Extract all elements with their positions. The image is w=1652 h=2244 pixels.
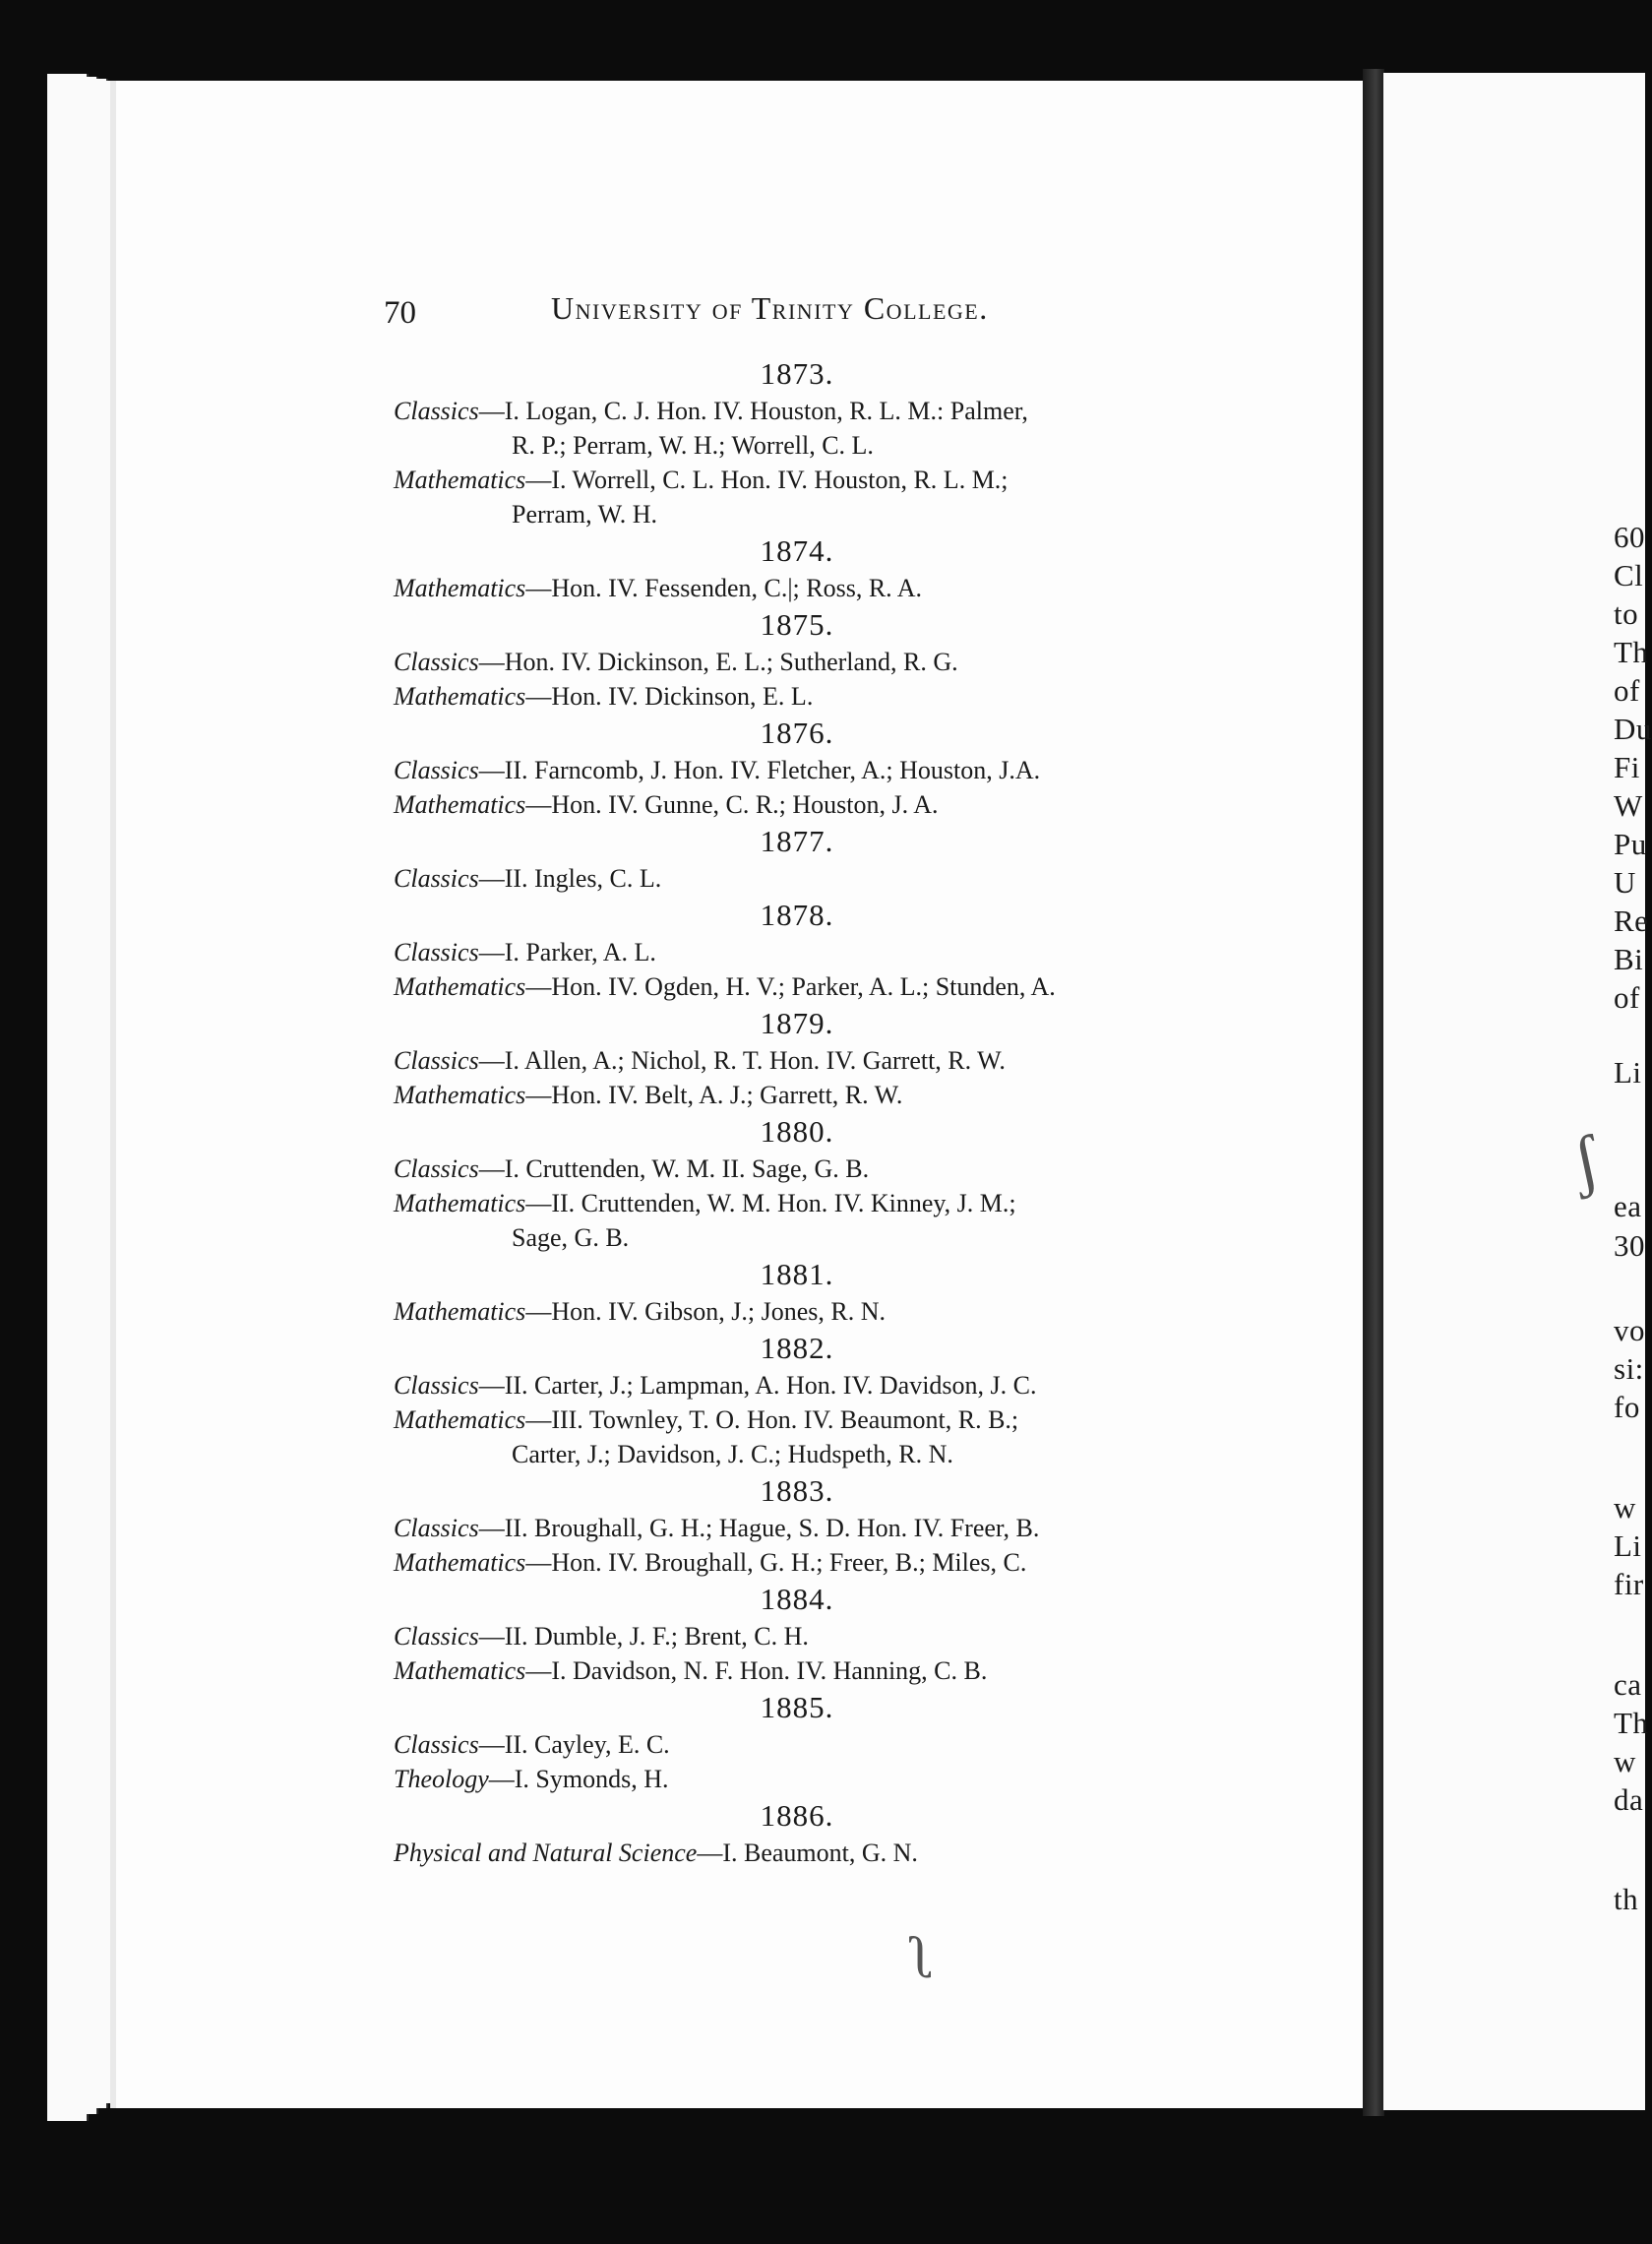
honours-entry [394,935,1200,969]
entry-text: —Hon. IV. Dickinson, E. L.; Sutherland, R. G. [478,648,958,676]
subject-label: Classics [394,756,479,784]
entry-text: —II. Cruttenden, W. M. Hon. IV. Kinney, J. M.; [525,1189,1016,1217]
honours-entry [394,1836,1200,1870]
subject-label: Theology [394,1765,489,1793]
entry-text: —I. Davidson, N. F. Hon. IV. Hanning, C. B. [525,1656,988,1685]
right-page-fragment: Bi [1614,942,1644,976]
honours-entry [394,1653,1200,1688]
pencil-mark: ʃ [1566,1121,1605,1201]
right-page-fragment: si: [1614,1351,1644,1386]
year-heading: 1885. [760,1690,834,1724]
entry-text: —Hon. IV. Broughall, G. H.; Freer, B.; Miles, C. [525,1548,1027,1577]
right-page-fragment: 30 [1614,1228,1645,1263]
subject-label: Physical and Natural Science [394,1839,698,1867]
entry-text: —Hon. IV. Fessenden, C.|; Ross, R. A. [525,574,923,602]
right-page [1383,73,1645,2110]
entry-text: —I. Cruttenden, W. M. II. Sage, G. B. [478,1154,870,1183]
subject-label: Mathematics [394,466,526,494]
right-page-fragment: to [1614,596,1639,631]
subject-label: Classics [394,1514,479,1542]
honours-entry [394,753,1200,787]
right-page-fragment: w [1614,1490,1636,1525]
honours-entry [394,645,1200,679]
honours-entry [394,1186,1200,1255]
honours-entry [394,1294,1200,1329]
subject-label: Classics [394,648,479,676]
entry-text: —II. Farncomb, J. Hon. IV. Fletcher, A.; Houston, J.A. [478,756,1041,784]
subject-label: Mathematics [394,574,526,602]
right-page-fragment: 60 [1614,520,1645,554]
entry-text: —II. Cayley, E. C. [478,1730,670,1759]
honours-entry [394,1545,1200,1580]
subject-label: Classics [394,864,479,893]
right-page-fragment: Re [1614,904,1649,938]
right-page-fragment: Pu [1614,827,1647,861]
right-page-fragment: of [1614,980,1640,1015]
subject-label: Mathematics [394,972,526,1001]
year-heading: 1881. [760,1257,834,1291]
honours-entry [394,861,1200,896]
entry-continuation: Sage, G. B. [512,1223,630,1252]
year-heading: 1874. [760,533,834,568]
subject-label: Mathematics [394,790,526,819]
honours-entry [394,1727,1200,1762]
honours-entry [394,1152,1200,1186]
right-page-fragment: Du [1614,712,1652,746]
year-heading: 1882. [760,1331,834,1365]
right-page-fragment: fir [1614,1567,1644,1601]
subject-label: Classics [394,1730,479,1759]
honours-entry [394,969,1200,1004]
entry-continuation: Carter, J.; Davidson, J. C.; Hudspeth, R. N. [512,1440,953,1468]
year-heading: 1875. [760,607,834,642]
entry-continuation: R. P.; Perram, W. H.; Worrell, C. L. [512,431,874,460]
year-heading: 1878. [760,898,834,932]
entry-text: —I. Allen, A.; Nichol, R. T. Hon. IV. Garrett, R. W. [478,1046,1006,1075]
entry-text: —II. Dumble, J. F.; Brent, C. H. [478,1622,809,1651]
honours-entry [394,1368,1200,1402]
right-page-fragment: Cl [1614,558,1644,592]
honours-entry [394,571,1200,605]
entry-text: —I. Logan, C. J. Hon. IV. Houston, R. L. M.: Palmer, [478,397,1028,425]
right-page-fragment: ea [1614,1189,1642,1223]
year-heading: 1886. [760,1798,834,1833]
year-heading: 1884. [760,1582,834,1616]
right-page-fragment: vo [1614,1313,1645,1347]
year-heading: 1876. [760,716,834,750]
subject-label: Classics [394,1046,479,1075]
right-page-fragment: U [1614,865,1636,900]
entry-text: —Hon. IV. Gunne, C. R.; Houston, J. A. [525,790,939,819]
subject-label: Mathematics [394,1405,526,1434]
running-header: University of Trinity College. [551,290,989,326]
right-page-fragment: Th [1614,1706,1649,1740]
right-page-fragment: of [1614,673,1640,708]
subject-label: Mathematics [394,1656,526,1685]
right-page-fragment: Th [1614,635,1649,669]
entry-text: —I. Symonds, H. [488,1765,669,1793]
right-page-fragment: w [1614,1744,1636,1778]
honours-entry [394,787,1200,822]
entry-continuation: Perram, W. H. [512,500,658,529]
entry-text: —I. Beaumont, G. N. [697,1839,918,1867]
subject-label: Mathematics [394,1548,526,1577]
subject-label: Classics [394,1371,479,1400]
year-heading: 1883. [760,1473,834,1508]
subject-label: Mathematics [394,1081,526,1109]
honours-entry [394,1619,1200,1653]
year-heading: 1873. [760,356,834,391]
year-heading: 1879. [760,1006,834,1040]
right-page-fragment: fo [1614,1390,1640,1424]
entry-text: —Hon. IV. Gibson, J.; Jones, R. N. [525,1297,887,1326]
entry-text: —II. Broughall, G. H.; Hague, S. D. Hon. IV. Freer, B. [478,1514,1040,1542]
subject-label: Mathematics [394,1189,526,1217]
entry-text: —I. Parker, A. L. [478,938,656,966]
right-page-fragment: Fi [1614,750,1640,784]
book-gutter [1363,69,1384,2116]
honours-entry [394,463,1200,531]
entry-text: —I. Worrell, C. L. Hon. IV. Houston, R. L. M.; [525,466,1009,494]
entry-text: —III. Townley, T. O. Hon. IV. Beaumont, R. B.; [525,1405,1019,1434]
honours-list [394,354,1200,1870]
honours-entry [394,1043,1200,1078]
subject-label: Mathematics [394,1297,526,1326]
subject-label: Classics [394,1154,479,1183]
right-page-fragment: da [1614,1782,1644,1817]
honours-entry [394,1078,1200,1112]
right-page-fragment: W [1614,788,1643,823]
entry-text: —Hon. IV. Dickinson, E. L. [525,682,814,711]
entry-text: —Hon. IV. Ogden, H. V.; Parker, A. L.; Stunden, A. [525,972,1056,1001]
year-heading: 1877. [760,824,834,858]
right-page-fragment: ca [1614,1667,1642,1702]
right-page-fragment: th [1614,1882,1639,1916]
subject-label: Classics [394,938,479,966]
honours-entry [394,679,1200,714]
right-page-fragment: Li [1614,1528,1642,1563]
year-heading: 1880. [760,1114,834,1149]
honours-entry [394,394,1200,463]
entry-text: —Hon. IV. Belt, A. J.; Garrett, R. W. [525,1081,903,1109]
entry-text: —II. Ingles, C. L. [478,864,662,893]
subject-label: Mathematics [394,682,526,711]
pencil-mark: ʅ [910,1925,937,1990]
subject-label: Classics [394,1622,479,1651]
honours-entry [394,1511,1200,1545]
entry-text: —II. Carter, J.; Lampman, A. Hon. IV. Davidson, J. C. [478,1371,1037,1400]
subject-label: Classics [394,397,479,425]
right-page-fragment: Li [1614,1055,1642,1090]
honours-entry [394,1402,1200,1471]
honours-entry [394,1762,1200,1796]
page-number: 70 [384,295,416,331]
